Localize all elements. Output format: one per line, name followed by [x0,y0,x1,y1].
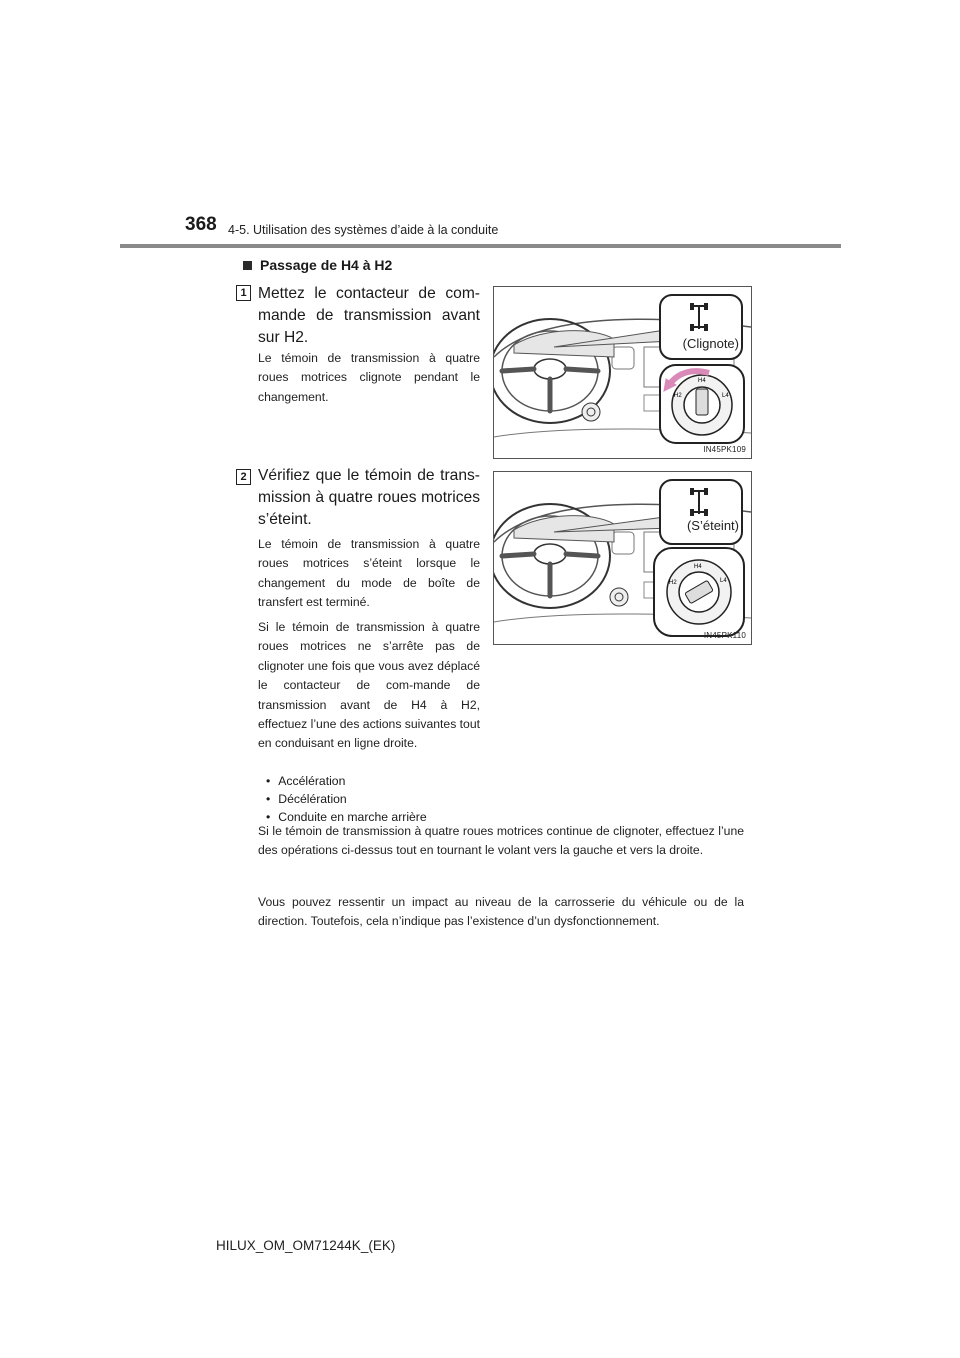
figure-code: IN45PK110 [703,631,746,640]
step-2-title: Vérifiez que le témoin de trans-mission à quatre roues motrices s’éteint. [258,467,480,528]
section-heading-text: Passage de H4 à H2 [260,257,393,273]
page-number: 368 [185,214,217,235]
header-rule [120,244,841,248]
step-2-note: Si le témoin de transmission à quatre roues motrices ne s’arrête pas de clignoter une fois que vous avez déplacé le contacteur de com-mande de transmission avant de H4 à H2, effectuez l’une des actions suivantes tout en conduisant en ligne droite. [258,620,480,751]
dial-label-l4: L4 [722,393,729,399]
dial-label-h4: H4 [698,378,706,384]
dial-label-h2: H2 [669,580,677,586]
figure-code: IN45PK109 [703,445,746,454]
paragraph-impact: Vous pouvez ressentir un impact au niveau de la carrosserie du véhicule ou de la direction. Toutefois, cela n’indique pas l’existence d’un dysfonctionnement. [258,895,744,929]
indicator-state-blinking: (Clignote) [682,336,739,351]
figure-step-1 [493,286,752,459]
list-item: • Accélération [266,772,427,790]
dial-label-l4: L4 [720,578,727,584]
square-bullet-icon [243,261,252,270]
list-item: • Conduite en marche arrière [266,808,427,826]
list-item: • Décélération [266,790,427,808]
section-heading [243,257,392,273]
actions-list [266,772,427,826]
step-1-body: Le témoin de transmission à quatre roues motrices clignote pendant le changement. [258,351,480,404]
document-code: HILUX_OM_OM71244K_(EK) [216,1238,396,1253]
step-number-1: 1 [236,285,251,301]
indicator-state-off: (S’éteint) [686,518,739,533]
section-header-title: 4-5. Utilisation des systèmes d’aide à la conduite [228,223,499,237]
dashboard-illustration [494,287,751,458]
step-2-body: Le témoin de transmission à quatre roues motrices s’éteint lorsque le changement du mode de boîte de transfert est terminé. [258,537,480,610]
step-1-title: Mettez le contacteur de com-mande de transmission avant sur H2. [258,285,480,346]
step-number-2: 2 [236,469,251,485]
dashboard-illustration [494,472,751,644]
figure-step-2 [493,471,752,645]
dial-label-h2: H2 [674,393,682,399]
dial-label-h4: H4 [694,564,702,570]
paragraph-steering: Si le témoin de transmission à quatre roues motrices continue de clignoter, effectuez l’une des opérations ci-dessus tout en tournant le volant vers la gauche et vers la droite. [258,824,744,858]
